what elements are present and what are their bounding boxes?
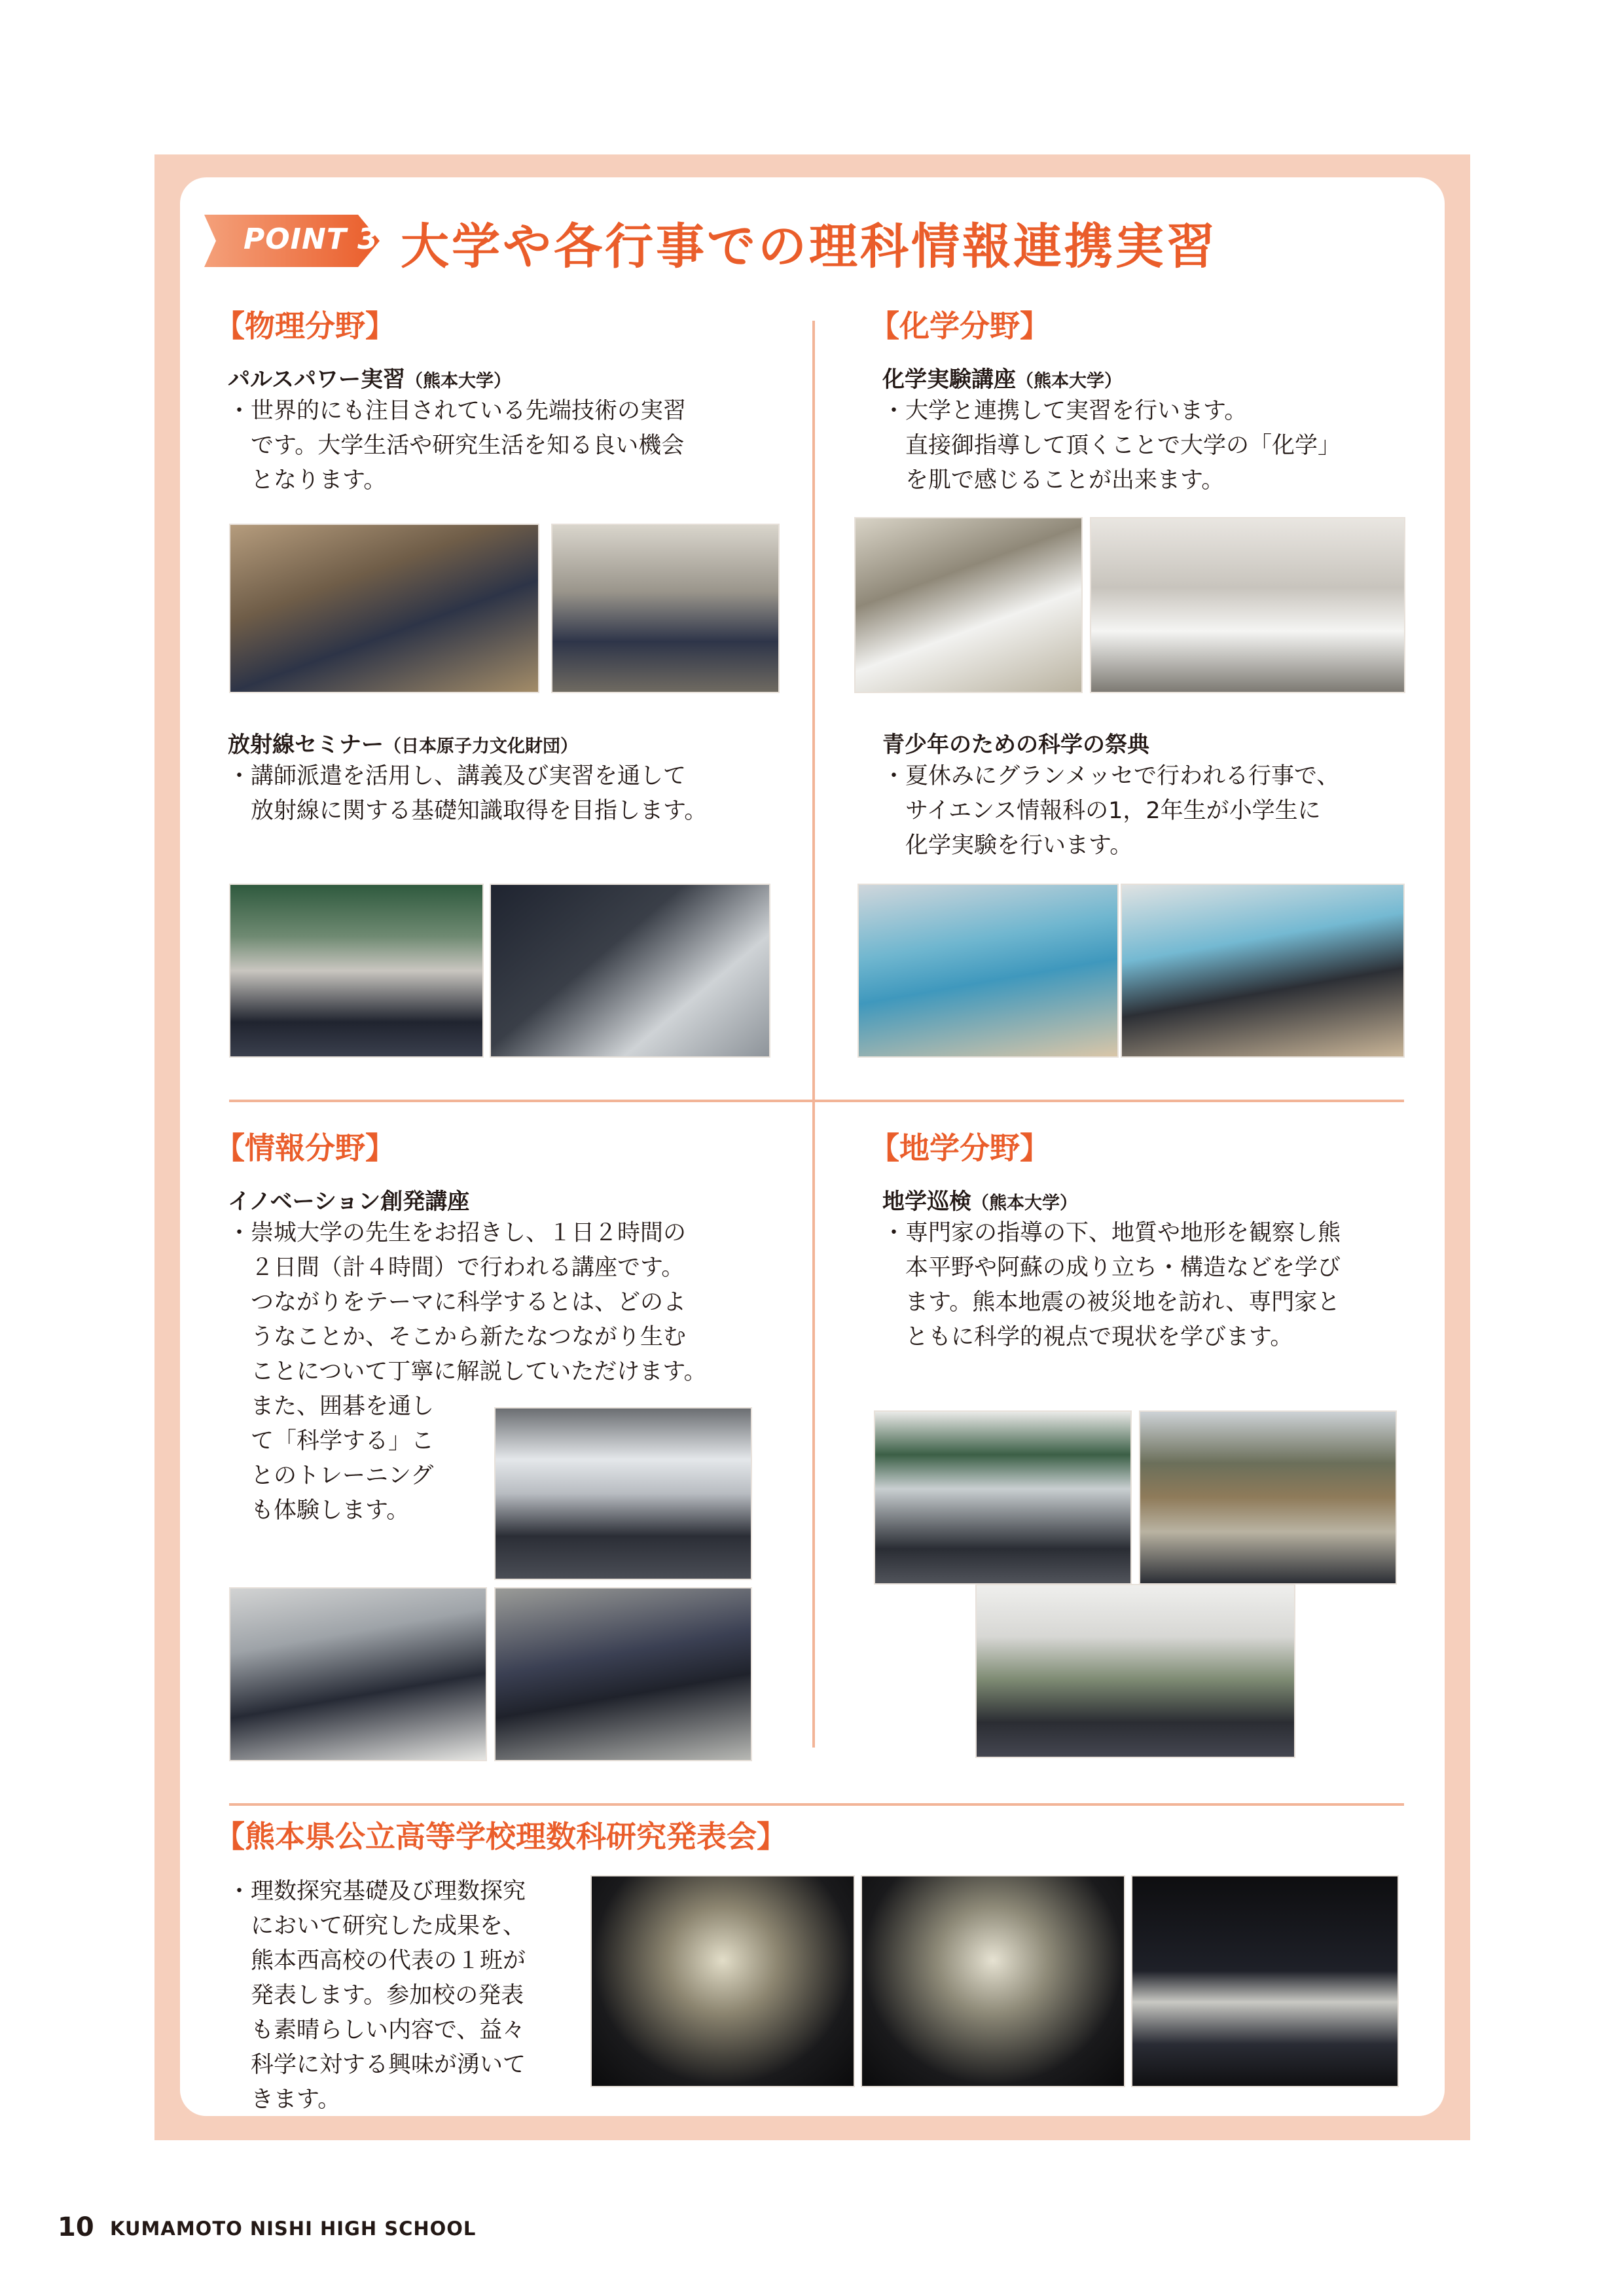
text-line: つながりをテーマに科学するとは、どのよ (228, 1289, 687, 1316)
radiation-seminar-title (228, 726, 578, 759)
innovation-course-description (228, 1216, 707, 1390)
text-line: 熊本西高校の代表の１班が (228, 1948, 526, 1974)
text-line: ます。熊本地震の被災地を訪れ、専門家と (882, 1289, 1341, 1316)
radiation-seminar-description (228, 759, 707, 829)
photo-chem-lab-2 (1090, 517, 1405, 693)
photo-presentation-stage-2 (861, 1875, 1125, 2087)
physics-heading: 【物理分野】 (215, 308, 395, 344)
chem-lab-description (882, 394, 1341, 498)
text-line: ２日間（計４時間）で行われる講座です。 (228, 1255, 685, 1281)
presentation-heading: 【熊本県公立高等学校理数科研究発表会】 (215, 1819, 787, 1854)
text-line: サイエンス情報科の1，2年生が小学生に (882, 798, 1321, 824)
text-line: ことについて丁寧に解説していただけます。 (228, 1359, 707, 1385)
pulse-power-description (228, 394, 686, 498)
innovation-course-title-text: イノベーション創発講座 (228, 1189, 470, 1215)
text-line: を肌で感じることが出来ます。 (882, 467, 1225, 493)
text-line: ・夏休みにグランメッセで行われる行事で、 (882, 763, 1340, 789)
chemistry-heading: 【化学分野】 (869, 308, 1050, 344)
text-line: 放射線に関する基礎知識取得を目指します。 (228, 798, 708, 824)
text-line: とのトレーニング (228, 1463, 434, 1489)
science-festival-description (882, 759, 1339, 863)
earth-heading: 【地学分野】 (869, 1130, 1050, 1166)
innovation-course-title (228, 1183, 469, 1215)
point-badge (204, 208, 381, 274)
field-trip-subtitle: （熊本大学） (971, 1193, 1077, 1213)
school-name: KUMAMOTO NISHI HIGH SCHOOL (110, 2217, 477, 2240)
science-festival-title-text: 青少年のための科学の祭典 (882, 732, 1149, 758)
point-label: POINT 3 (244, 223, 378, 256)
radiation-seminar-subtitle: （日本原子力文化財団） (384, 736, 578, 757)
chem-lab-title (882, 361, 1122, 393)
field-trip-title (882, 1183, 1077, 1215)
innovation-course-go-note (228, 1390, 434, 1528)
text-line: きます。 (228, 2087, 341, 2113)
photo-chem-lab-1 (854, 517, 1083, 693)
text-line: において研究した成果を、 (228, 1913, 526, 1939)
photo-go-game-1 (229, 1587, 487, 1761)
text-line: 本平野や阿蘇の成り立ち・構造などを学び (882, 1255, 1341, 1281)
text-line: も素晴らしい内容で、益々 (228, 2017, 526, 2043)
photo-radiation-seminar-1 (229, 884, 484, 1058)
chem-lab-subtitle: （熊本大学） (1016, 371, 1122, 391)
text-line: うなことか、そこから新たなつながり生む (228, 1324, 687, 1350)
text-line: となります。 (228, 467, 387, 493)
photo-innovation-lecture (494, 1407, 752, 1580)
radiation-seminar-title-text: 放射線セミナー (228, 732, 384, 758)
text-line: です。大学生活や研究生活を知る良い機会 (228, 433, 685, 459)
photo-radiation-seminar-2 (490, 884, 770, 1058)
vertical-divider (812, 321, 815, 1748)
text-line: も体験します。 (228, 1498, 410, 1524)
photo-presentation-stage-1 (590, 1875, 855, 2087)
photo-science-festival-2 (1121, 884, 1405, 1058)
page-number: 10 (58, 2212, 94, 2242)
science-festival-title (882, 726, 1149, 759)
text-line: ・理数探究基礎及び理数探究 (228, 1878, 526, 1905)
photo-pulse-power-lab-1 (229, 524, 539, 693)
field-trip-description (882, 1216, 1341, 1355)
pulse-power-title-text: パルスパワー実習 (228, 367, 405, 393)
text-line: ・世界的にも注目されている先端技術の実習 (228, 398, 687, 424)
text-line: また、囲碁を通し (228, 1393, 435, 1420)
text-line: 科学に対する興味が湧いて (228, 2052, 526, 2078)
text-line: ともに科学的視点で現状を学びます。 (882, 1324, 1293, 1350)
text-line: 化学実験を行います。 (882, 833, 1133, 859)
horizontal-divider-bottom (229, 1803, 1404, 1806)
text-line: 直接御指導して頂くことで大学の「化学」 (882, 433, 1341, 459)
text-line: 発表します。参加校の発表 (228, 1982, 524, 2009)
photo-pulse-power-lab-2 (551, 524, 780, 693)
text-line: ・大学と連携して実習を行います。 (882, 398, 1248, 424)
horizontal-divider-middle (229, 1100, 1404, 1102)
photo-presentation-presenters (1131, 1875, 1399, 2087)
pulse-power-subtitle: （熊本大学） (405, 371, 511, 391)
text-line: ・講師派遣を活用し、講義及び実習を通して (228, 763, 687, 789)
info-heading: 【情報分野】 (215, 1130, 395, 1166)
photo-earthquake-site-visit (975, 1584, 1295, 1758)
chem-lab-title-text: 化学実験講座 (882, 367, 1016, 393)
presentation-description (228, 1874, 526, 2117)
text-line: て「科学する」こ (228, 1428, 435, 1454)
page-title: 大学や各行事での理科情報連携実習 (401, 219, 1218, 275)
text-line: ・専門家の指導の下、地質や地形を観察し熊 (882, 1220, 1341, 1246)
photo-geology-landscape (1139, 1410, 1397, 1585)
text-line: ・崇城大学の先生をお招きし、１日２時間の (228, 1220, 687, 1246)
pulse-power-title (228, 361, 511, 393)
photo-go-game-2 (494, 1587, 752, 1761)
field-trip-title-text: 地学巡検 (882, 1189, 971, 1215)
photo-geology-lecture (874, 1410, 1132, 1585)
photo-science-festival-1 (857, 884, 1119, 1058)
